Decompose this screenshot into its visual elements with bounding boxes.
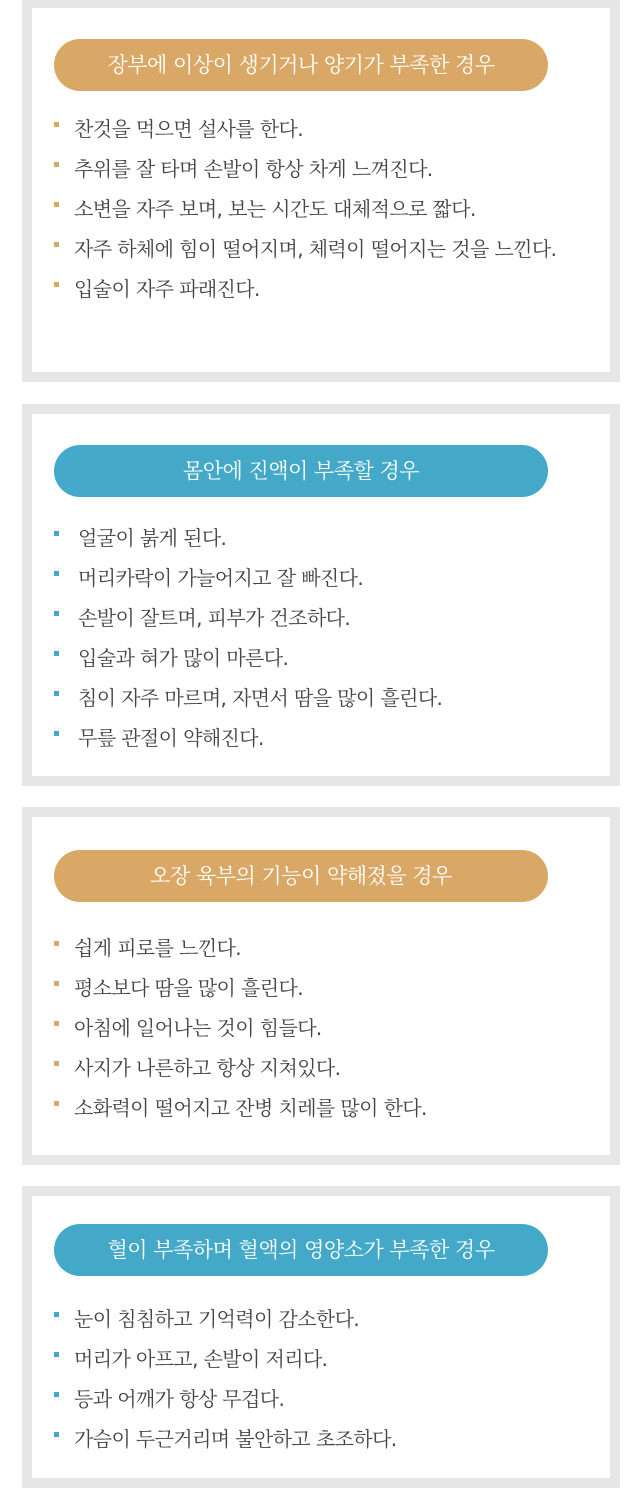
bullet-icon — [54, 1312, 59, 1317]
list-item — [54, 605, 574, 631]
list-item — [54, 645, 574, 671]
list-item-text: 추위를 잘 타며 손발이 항상 차게 느껴진다. — [74, 157, 433, 181]
symptom-list — [54, 935, 574, 1135]
section-card-blood-deficiency — [22, 1186, 620, 1488]
list-item-text: 무릎 관절이 약해진다. — [78, 726, 264, 750]
bullet-icon — [54, 1061, 59, 1066]
bullet-icon — [54, 651, 59, 656]
bullet-icon — [54, 1392, 59, 1397]
list-item — [54, 1426, 574, 1452]
list-item — [54, 196, 574, 222]
list-item-text: 얼굴이 붉게 된다. — [78, 526, 227, 550]
list-item-text: 등과 어깨가 항상 무겁다. — [74, 1387, 285, 1411]
list-item-text: 소화력이 떨어지고 잔병 치레를 많이 한다. — [74, 1096, 427, 1120]
bullet-icon — [54, 122, 59, 127]
list-item-text: 입술과 혀가 많이 마른다. — [78, 646, 289, 670]
list-item-text: 찬것을 먹으면 설사를 한다. — [74, 117, 303, 141]
section-card-yang-deficiency — [22, 0, 620, 382]
bullet-icon — [54, 1432, 59, 1437]
bullet-icon — [54, 731, 59, 736]
section-title-pill: 몸안에 진액이 부족할 경우 — [54, 445, 548, 497]
list-item — [54, 236, 574, 262]
bullet-icon — [54, 941, 59, 946]
symptom-list — [54, 116, 574, 316]
symptom-list — [54, 1306, 574, 1466]
list-item — [54, 935, 574, 961]
list-item — [54, 685, 574, 711]
list-item-text: 눈이 침침하고 기억력이 감소한다. — [74, 1307, 360, 1331]
list-item — [54, 1306, 574, 1332]
bullet-icon — [54, 1021, 59, 1026]
list-item — [54, 975, 574, 1001]
list-item-text: 머리카락이 가늘어지고 잘 빠진다. — [78, 566, 364, 590]
section-title-pill: 혈이 부족하며 혈액의 영양소가 부족한 경우 — [54, 1224, 548, 1276]
list-item-text: 입술이 자주 파래진다. — [74, 277, 260, 301]
list-item — [54, 156, 574, 182]
section-title-pill: 장부에 이상이 생기거나 양기가 부족한 경우 — [54, 39, 548, 91]
bullet-icon — [54, 242, 59, 247]
bullet-icon — [54, 531, 59, 536]
list-item-text: 침이 자주 마르며, 자면서 땀을 많이 흘린다. — [78, 686, 443, 710]
list-item-text: 가슴이 두근거리며 불안하고 초조하다. — [74, 1427, 397, 1451]
list-item-text: 평소보다 땀을 많이 흘린다. — [74, 976, 303, 1000]
list-item — [54, 276, 574, 302]
section-card-organ-weakness — [22, 807, 620, 1165]
section-title-pill: 오장 육부의 기능이 약해졌을 경우 — [54, 850, 548, 902]
list-item-text: 손발이 잘트며, 피부가 건조하다. — [78, 606, 351, 630]
list-item — [54, 1015, 574, 1041]
bullet-icon — [54, 611, 59, 616]
list-item — [54, 565, 574, 591]
bullet-icon — [54, 1101, 59, 1106]
section-card-fluid-deficiency — [22, 404, 620, 786]
list-item — [54, 1346, 574, 1372]
list-item-text: 자주 하체에 힘이 떨어지며, 체력이 떨어지는 것을 느낀다. — [74, 237, 557, 261]
list-item-text: 아침에 일어나는 것이 힘들다. — [74, 1016, 322, 1040]
bullet-icon — [54, 571, 59, 576]
symptom-list — [54, 525, 574, 765]
bullet-icon — [54, 202, 59, 207]
list-item — [54, 725, 574, 751]
bullet-icon — [54, 282, 59, 287]
bullet-icon — [54, 981, 59, 986]
list-item — [54, 525, 574, 551]
list-item — [54, 1095, 574, 1121]
list-item — [54, 1055, 574, 1081]
list-item — [54, 116, 574, 142]
list-item — [54, 1386, 574, 1412]
bullet-icon — [54, 691, 59, 696]
bullet-icon — [54, 162, 59, 167]
bullet-icon — [54, 1352, 59, 1357]
list-item-text: 소변을 자주 보며, 보는 시간도 대체적으로 짧다. — [74, 197, 476, 221]
list-item-text: 머리가 아프고, 손발이 저리다. — [74, 1347, 328, 1371]
list-item-text: 쉽게 피로를 느낀다. — [74, 936, 242, 960]
list-item-text: 사지가 나른하고 항상 지쳐있다. — [74, 1056, 341, 1080]
